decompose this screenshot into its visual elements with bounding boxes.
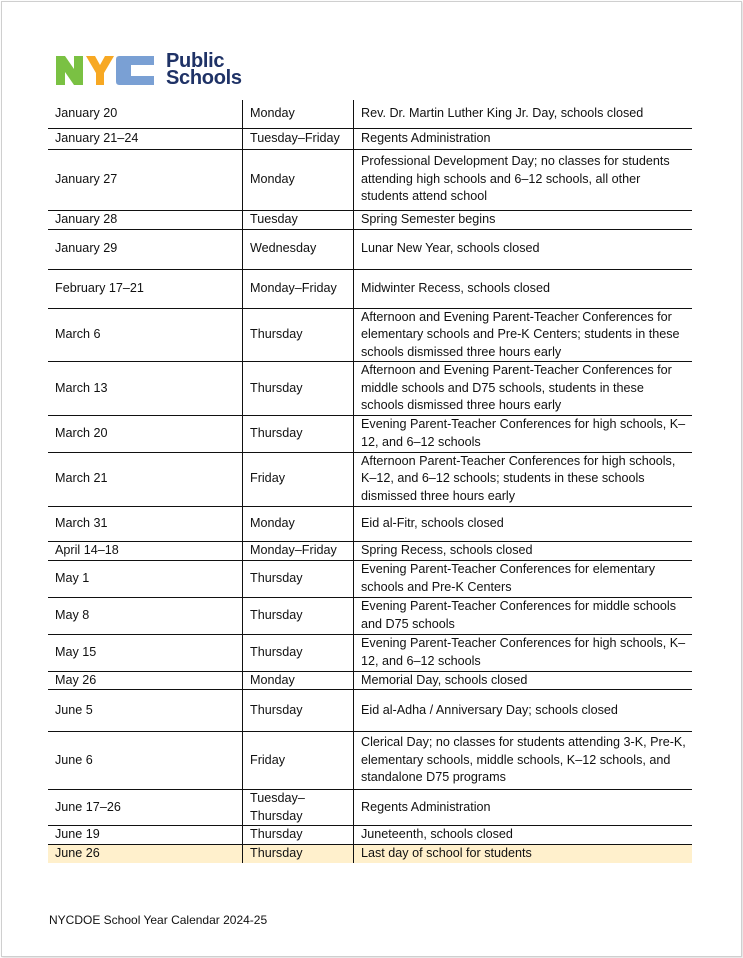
calendar-row	[48, 506, 692, 541]
row-day: Wednesday	[243, 229, 354, 269]
row-date: March 21	[48, 452, 243, 506]
row-day: Thursday	[243, 560, 354, 597]
calendar-row	[48, 826, 692, 845]
row-event: Evening Parent-Teacher Conferences for elementary schools and Pre-K Centers	[354, 560, 693, 597]
row-event: Spring Semester begins	[354, 210, 693, 229]
row-date: January 27	[48, 149, 243, 210]
row-event: Last day of school for students	[354, 845, 693, 863]
row-day: Monday–Friday	[243, 269, 354, 308]
row-date: June 5	[48, 690, 243, 732]
row-day: Thursday	[243, 308, 354, 362]
row-day: Thursday	[243, 690, 354, 732]
row-date: June 19	[48, 826, 243, 845]
row-date: January 20	[48, 100, 243, 128]
row-event: Evening Parent-Teacher Conferences for middle schools and D75 schools	[354, 597, 693, 634]
calendar-row	[48, 210, 692, 229]
row-day: Thursday	[243, 826, 354, 845]
row-day: Friday	[243, 732, 354, 790]
row-day: Friday	[243, 452, 354, 506]
row-day: Monday	[243, 149, 354, 210]
row-event: Spring Recess, schools closed	[354, 541, 693, 560]
nyc-logo-mark-icon	[54, 53, 160, 87]
row-date: March 20	[48, 415, 243, 452]
calendar-row	[48, 732, 692, 790]
calendar-row	[48, 634, 692, 671]
row-day: Thursday	[243, 415, 354, 452]
row-day: Monday–Friday	[243, 541, 354, 560]
row-day: Thursday	[243, 634, 354, 671]
logo-line-1: Public	[166, 50, 225, 72]
nyc-public-schools-logo	[54, 50, 242, 90]
row-event: Professional Development Day; no classes for students attending high schools and 6–12 schools, all other students attend school	[354, 149, 693, 210]
row-day: Tuesday–Friday	[243, 128, 354, 149]
row-date: April 14–18	[48, 541, 243, 560]
calendar-table	[48, 100, 692, 863]
row-day: Thursday	[243, 362, 354, 416]
row-date: March 31	[48, 506, 243, 541]
row-day: Monday	[243, 100, 354, 128]
row-event: Eid al-Adha / Anniversary Day; schools closed	[354, 690, 693, 732]
calendar-row	[48, 100, 692, 128]
calendar-row	[48, 229, 692, 269]
row-day: Tuesday–Thursday	[243, 790, 354, 826]
row-event: Evening Parent-Teacher Conferences for high schools, K–12, and 6–12 schools	[354, 415, 693, 452]
calendar-row	[48, 541, 692, 560]
calendar-row	[48, 560, 692, 597]
calendar-row	[48, 362, 692, 416]
row-event: Regents Administration	[354, 128, 693, 149]
row-event: Regents Administration	[354, 790, 693, 826]
row-event: Afternoon and Evening Parent-Teacher Conferences for elementary schools and Pre-K Centers; students in these schools dismissed three hours early	[354, 308, 693, 362]
calendar-row	[48, 149, 692, 210]
row-date: February 17–21	[48, 269, 243, 308]
calendar-row	[48, 671, 692, 690]
row-date: January 28	[48, 210, 243, 229]
row-event: Afternoon and Evening Parent-Teacher Conferences for middle schools and D75 schools, students in these schools dismissed three hours early	[354, 362, 693, 416]
row-date: June 26	[48, 845, 243, 863]
row-date: March 6	[48, 308, 243, 362]
row-day: Thursday	[243, 597, 354, 634]
row-event: Evening Parent-Teacher Conferences for high schools, K–12, and 6–12 schools	[354, 634, 693, 671]
calendar-row	[48, 690, 692, 732]
row-day: Tuesday	[243, 210, 354, 229]
row-event: Midwinter Recess, schools closed	[354, 269, 693, 308]
row-event: Clerical Day; no classes for students attending 3-K, Pre-K, elementary schools, middle schools, K–12 schools, and standalone D75 programs	[354, 732, 693, 790]
row-date: March 13	[48, 362, 243, 416]
calendar-row	[48, 415, 692, 452]
calendar-row	[48, 790, 692, 826]
row-event: Juneteenth, schools closed	[354, 826, 693, 845]
calendar-row	[48, 845, 692, 863]
footer-text: NYCDOE School Year Calendar 2024-25	[49, 913, 268, 927]
row-day: Monday	[243, 506, 354, 541]
logo-line-2: Schools	[166, 67, 242, 89]
row-day: Monday	[243, 671, 354, 690]
row-date: May 15	[48, 634, 243, 671]
document-page	[1, 1, 742, 957]
row-date: May 26	[48, 671, 243, 690]
calendar-row	[48, 308, 692, 362]
calendar-row	[48, 269, 692, 308]
row-date: May 8	[48, 597, 243, 634]
row-date: May 1	[48, 560, 243, 597]
row-event: Rev. Dr. Martin Luther King Jr. Day, schools closed	[354, 100, 693, 128]
row-date: June 6	[48, 732, 243, 790]
row-date: January 21–24	[48, 128, 243, 149]
row-day: Thursday	[243, 845, 354, 863]
row-event: Afternoon Parent-Teacher Conferences for high schools, K–12, and 6–12 schools; students in these schools dismissed three hours early	[354, 452, 693, 506]
row-date: January 29	[48, 229, 243, 269]
row-event: Lunar New Year, schools closed	[354, 229, 693, 269]
calendar-row	[48, 128, 692, 149]
row-event: Eid al-Fitr, schools closed	[354, 506, 693, 541]
calendar-row	[48, 597, 692, 634]
row-date: June 17–26	[48, 790, 243, 826]
row-event: Memorial Day, schools closed	[354, 671, 693, 690]
calendar-row	[48, 452, 692, 506]
